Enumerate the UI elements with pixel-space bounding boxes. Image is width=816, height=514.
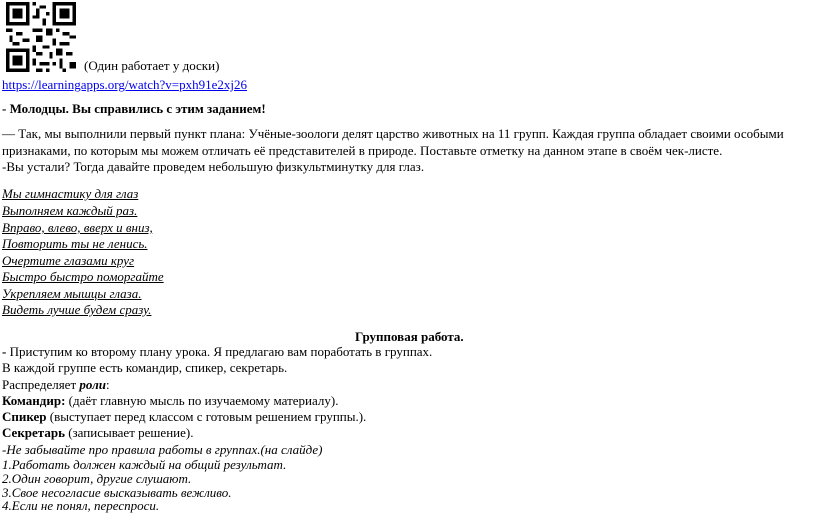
poem-line: Мы гимнастику для глаз xyxy=(2,186,139,201)
learningapps-link[interactable]: https://learningapps.org/watch?v=pxh91e2xj26 xyxy=(2,77,248,92)
secretary-line xyxy=(2,425,193,441)
commander-label: Командир: xyxy=(2,393,66,408)
poem-line: Выполняем каждый раз. xyxy=(2,203,138,218)
paragraph-line-1: — Так, мы выполнили первый пункт плана: Учёные-зоологи делят царство животных на 11 групп. Каждая группа обладает своими особыми xyxy=(2,126,784,141)
poem-line: Быстро быстро поморгайте xyxy=(2,269,164,284)
distribute-prefix: Распределяет xyxy=(2,377,80,392)
group-roles-line: В каждой группе есть командир, спикер, секретарь. xyxy=(2,360,288,375)
commander-line xyxy=(2,393,338,409)
poem-line: Повторить ты не ленись. xyxy=(2,236,148,251)
group-intro-text: Приступим ко второму плану урока. Я предлагаю вам поработать в группах. xyxy=(6,344,433,359)
commander-text: (даёт главную мысль по изучаемому материалу). xyxy=(65,393,339,408)
secretary-label: Секретарь xyxy=(2,425,65,440)
speaker-text: (выступает перед классом с готовым решением группы.). xyxy=(46,409,367,424)
group-work-heading: Групповая работа. xyxy=(355,329,464,344)
learningapps-link-row xyxy=(2,77,247,93)
poem-line: Вправо, влево, вверх и вниз, xyxy=(2,220,153,235)
board-note: (Один работает у доски) xyxy=(84,58,220,73)
speaker-line xyxy=(2,409,366,425)
praise-text: - Молодцы. Вы справились с этим заданием! xyxy=(2,101,266,116)
poem-line: Видеть лучше будем сразу. xyxy=(2,302,152,317)
rules-line: 1.Работать должен каждый на общий результат. xyxy=(2,457,287,472)
distribute-line xyxy=(2,377,110,393)
group-intro-dash: - xyxy=(2,344,7,359)
secretary-text: (записывает решение). xyxy=(64,425,194,440)
distribute-roles: роли xyxy=(79,377,106,392)
rules-line: 2.Один говорит, другие слушают. xyxy=(2,471,192,486)
qr-code-image xyxy=(6,2,76,72)
paragraph-line-2: признаками, по которым мы можем отличать её представителей в природе. Поставьте отметку на данном этапе в своём чек-листе. xyxy=(2,143,723,158)
rules-line: 4.Если не понял, переспроси. xyxy=(2,498,160,513)
distribute-suffix: : xyxy=(105,377,110,392)
rules-line: 3.Свое несогласие высказывать вежливо. xyxy=(2,485,232,500)
speaker-label: Спикер xyxy=(2,409,47,424)
poem-line: Укрепляем мышцы глаза. xyxy=(2,286,142,301)
poem-line: Очертите глазами круг xyxy=(2,253,135,268)
group-intro-line xyxy=(2,344,432,360)
rules-line: -Не забывайте про правила работы в группах.(на слайде) xyxy=(2,442,323,457)
paragraph-line-3: -Вы устали? Тогда давайте проведем небольшую физкультминутку для глаз. xyxy=(2,159,425,174)
